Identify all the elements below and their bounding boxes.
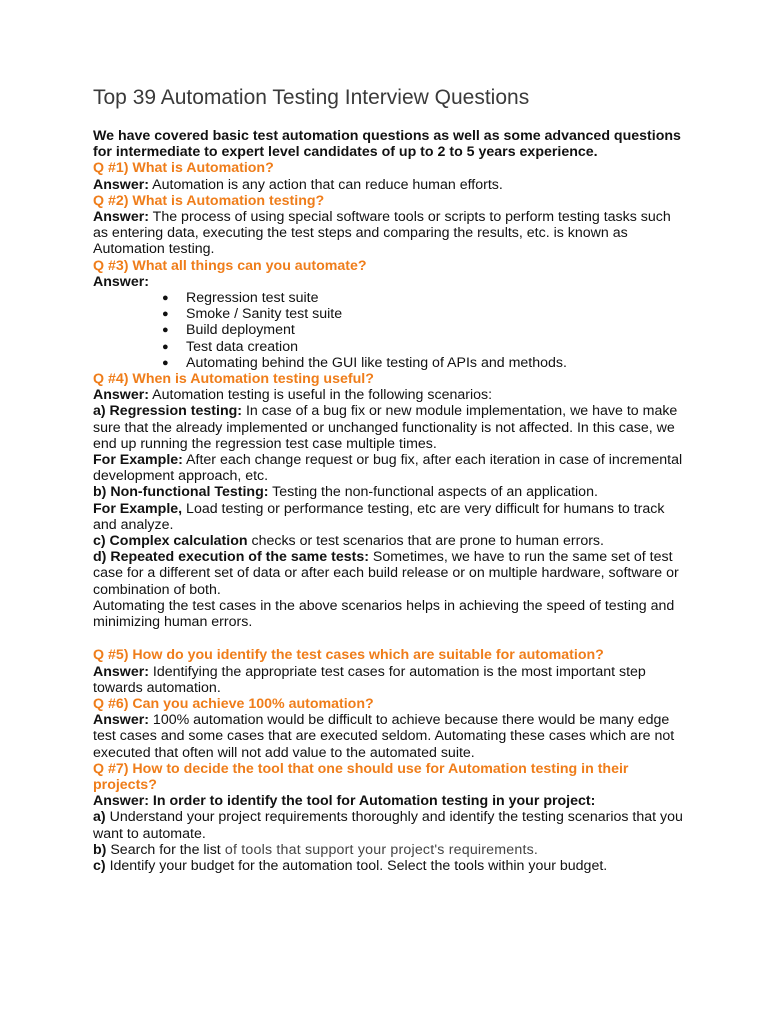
point-text: In case of a bug fix or new module implementation, we have to make sure that the already implemented or unchanged functionality is not affected. In this case, we end up running the regression test case multiple times. <box>93 403 678 452</box>
point-label: d) Repeated execution of the same tests: <box>93 549 369 566</box>
answer-label: Answer: <box>93 209 149 226</box>
answer-4-point-d <box>93 549 683 598</box>
list-item-text: Test data creation <box>186 338 298 355</box>
answer-7-point-b <box>93 842 683 858</box>
answer-4-point-a <box>93 403 683 452</box>
question-5: Q #5) How do you identify the test cases which are suitable for automation? <box>93 647 604 664</box>
point-label: c) Complex calculation <box>93 533 248 550</box>
answer-2 <box>93 209 683 258</box>
answer-label: Answer: <box>93 273 149 290</box>
answer-label: Answer: <box>93 663 149 680</box>
list-item <box>93 290 683 306</box>
bullet-icon: ● <box>162 308 169 321</box>
list-item <box>93 355 683 371</box>
example-label: For Example, <box>93 500 183 517</box>
answer-4-point-b <box>93 484 683 500</box>
point-text: Testing the non-functional aspects of an application. <box>268 484 598 501</box>
list-item <box>93 339 683 355</box>
answer-6-text: 100% automation would be difficult to achieve because there would be many edge test cases and some cases that are executed seldom. Automating these cases which are not executed that often will not add value to the automated suite. <box>93 712 675 761</box>
answer-4-closing: Automating the test cases in the above scenarios helps in achieving the speed of testing and minimizing human errors. <box>93 597 675 631</box>
bullet-icon: ● <box>162 292 169 305</box>
page-title: Top 39 Automation Testing Interview Questions <box>93 86 530 109</box>
list-item-text: Automating behind the GUI like testing of APIs and methods. <box>186 354 567 371</box>
answer-1-text: Automation is any action that can reduce human efforts. <box>148 176 503 193</box>
question-4: Q #4) When is Automation testing useful? <box>93 371 374 388</box>
point-text: Search for the list <box>106 841 221 858</box>
point-label: b) Non-functional Testing: <box>93 484 269 501</box>
point-text: Understand your project requirements thoroughly and identify the testing scenarios that you want to automate. <box>93 809 683 842</box>
answer-label: Answer: <box>93 176 149 193</box>
example-text: After each change request or bug fix, after each iteration in case of incremental development approach, etc. <box>93 452 683 485</box>
answer-6 <box>93 712 683 761</box>
example-label: For Example: <box>93 452 183 469</box>
point-text-continued: of tools that support your project's requirements. <box>220 841 539 858</box>
paragraph-gap <box>93 630 683 647</box>
answer-4-example-2 <box>93 501 683 533</box>
example-text: Load testing or performance testing, etc are very difficult for humans to track and analyze. <box>93 500 665 533</box>
answer-label: Answer: <box>93 387 149 404</box>
answer-4-example-1 <box>93 452 683 484</box>
answer-1 <box>93 177 683 193</box>
answer-4-point-c <box>93 533 683 549</box>
answer-7-point-c <box>93 858 683 874</box>
point-label: a) <box>93 809 106 826</box>
answer-label: Answer: <box>93 712 149 729</box>
list-item <box>93 322 683 338</box>
answer-7-heading: Answer: In order to identify the tool for Automation testing in your project: <box>93 793 596 810</box>
point-label: a) Regression testing: <box>93 403 242 420</box>
point-text: Identify your budget for the automation tool. Select the tools within your budget. <box>105 857 608 874</box>
document-body <box>93 128 683 874</box>
question-1: Q #1) What is Automation? <box>93 160 274 177</box>
list-item-text: Regression test suite <box>186 290 319 307</box>
answer-3-list <box>93 290 683 371</box>
answer-7-point-a <box>93 809 683 841</box>
answer-5-text: Identifying the appropriate test cases for automation is the most important step towards automation. <box>93 663 646 696</box>
point-text: checks or test scenarios that are prone to human errors. <box>247 533 604 550</box>
point-label: b) <box>93 841 107 858</box>
answer-4 <box>93 387 683 403</box>
question-6: Q #6) Can you achieve 100% automation? <box>93 695 374 712</box>
question-2: Q #2) What is Automation testing? <box>93 192 325 209</box>
answer-5 <box>93 664 683 696</box>
bullet-icon: ● <box>162 340 169 353</box>
answer-4-text: Automation testing is useful in the following scenarios: <box>148 387 493 404</box>
question-3: Q #3) What all things can you automate? <box>93 257 367 274</box>
question-7: Q #7) How to decide the tool that one should use for Automation testing in their projects? <box>93 760 629 793</box>
answer-2-text: The process of using special software tools or scripts to perform testing tasks such as entering data, executing the test steps and comparing the results, etc. is known as Automation testing. <box>93 209 671 258</box>
list-item <box>93 306 683 322</box>
intro-paragraph: We have covered basic test automation questions as well as some advanced questions for intermediate to expert level candidates of up to 2 to 5 years experience. <box>93 128 681 161</box>
bullet-icon: ● <box>162 324 169 337</box>
bullet-icon: ● <box>162 356 169 369</box>
list-item-text: Build deployment <box>186 322 295 339</box>
point-text: Sometimes, we have to run the same set of test case for a different set of data or after each build release or on multiple hardware, software or combination of both. <box>93 549 679 598</box>
point-label: c) <box>93 857 106 874</box>
list-item-text: Smoke / Sanity test suite <box>186 306 343 323</box>
